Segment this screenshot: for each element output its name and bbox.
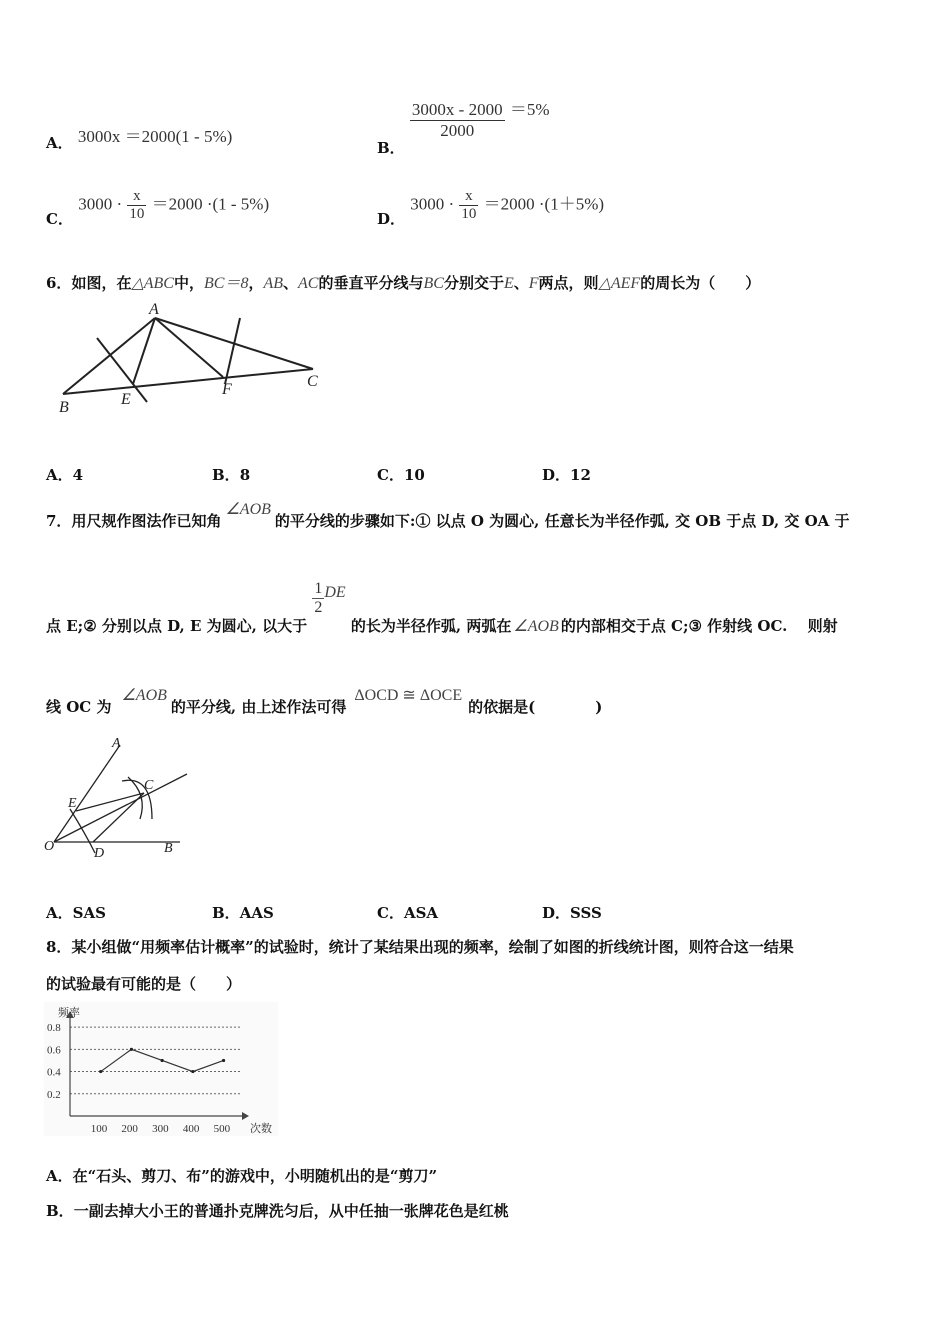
q7-line-3-text-a: 线 OC 为 <box>46 698 112 716</box>
q5-option-d-pre: 3000 · <box>410 194 455 214</box>
q6-label-a: A <box>149 301 159 318</box>
q5-option-d-rhs: ＝2000 ·(1＋5%) <box>483 194 605 214</box>
q6-option-c <box>377 464 425 485</box>
q6-math-bc: BC <box>423 275 444 292</box>
q6-text-7: 、 <box>513 274 529 292</box>
q6-math-ac: AC <box>298 275 319 292</box>
q6-option-c-label: C． <box>377 466 404 484</box>
q5-option-b-rhs: ＝5% <box>509 99 550 119</box>
q6-perpendicular-bisector-ac <box>225 318 240 384</box>
q7-line-2 <box>46 580 838 635</box>
q8-x-tick-400: 400 <box>182 1123 200 1135</box>
q7-label-o: O <box>44 839 55 854</box>
q7-option-a-text: SAS <box>72 904 106 922</box>
q5-option-a-expr: 3000x ＝2000(1 - 5%) <box>77 127 233 146</box>
q7-option-c-label: C． <box>377 904 404 922</box>
q5-option-c-denominator: 10 <box>129 206 145 222</box>
q8-y-tick-0.2: 0.2 <box>47 1088 61 1101</box>
q8-line-1-text: 某小组做“用频率估计概率”的试验时，统计了某结果出现的频率，绘制了如图的折线统计图，则符合这一结果 <box>71 938 794 956</box>
q7-line-1 <box>46 501 850 531</box>
q6-text-1: 如图，在 <box>71 274 132 292</box>
q7-angle-bisector-figure <box>40 735 200 865</box>
q5-option-b <box>377 99 550 157</box>
q6-text-8: 两点，则 <box>538 274 599 292</box>
q7-angle-aob-3: ∠AOB <box>121 687 167 704</box>
q6-option-b-label: B． <box>212 466 240 484</box>
q7-line-3 <box>46 687 603 717</box>
q8-x-tick-300: 300 <box>152 1123 169 1135</box>
q6-text-6: 分别交于 <box>443 274 504 292</box>
q7-label-d: D <box>94 846 105 861</box>
q8-line-1 <box>46 936 794 957</box>
q6-label-b: B <box>59 399 69 416</box>
q6-option-a <box>46 464 83 485</box>
q7-option-d-text: SSS <box>570 904 602 922</box>
q6-math-triangle-abc: △ABC <box>131 275 174 292</box>
q5-option-c-numerator: x <box>127 188 146 206</box>
q7-line-2-text-c: 的内部相交于点 C;③ 作射线 OC. 则射 <box>560 616 838 635</box>
q6-option-d <box>542 464 591 485</box>
q8-frequency-line-chart <box>44 1002 278 1136</box>
q8-option-a-label: A． <box>46 1167 73 1185</box>
q7-half-fraction <box>312 580 324 617</box>
q5-option-c <box>46 188 270 228</box>
q7-option-a-label: A． <box>46 904 73 922</box>
q8-option-a-text: 在“石头、剪刀、布”的游戏中，小明随机出的是“剪刀” <box>72 1167 438 1185</box>
q6-text-2: 中， <box>173 274 204 292</box>
q6-label-f: F <box>222 381 232 398</box>
q5-option-c-fraction <box>127 188 146 223</box>
q6-option-a-label: A． <box>46 466 73 484</box>
q7-number: 7． <box>46 512 72 530</box>
q6-math-f: F <box>528 275 539 292</box>
q6-label-c: C <box>307 373 318 390</box>
q6-option-d-text: 12 <box>570 466 591 484</box>
q6-option-d-label: D． <box>542 466 571 484</box>
q8-y-tick-0.8: 0.8 <box>47 1022 61 1035</box>
q5-option-b-label: B． <box>377 138 405 157</box>
q8-x-tick-200: 200 <box>121 1123 138 1135</box>
q6-number: 6． <box>46 274 72 292</box>
q8-x-tick-500: 500 <box>213 1123 231 1135</box>
q6-side-bc <box>63 369 313 394</box>
q7-label-c: C <box>144 778 154 793</box>
q8-option-b <box>46 1200 509 1221</box>
q8-point-400 <box>191 1070 194 1073</box>
q8-y-tick-0.4: 0.4 <box>47 1066 61 1079</box>
q8-option-b-label: B． <box>46 1202 74 1220</box>
q7-line-1-text-b: 的平分线的步骤如下:① 以点 O 为圆心, 任意长为半径作弧, 交 OB 于点 D, 交 OA 于 <box>274 512 850 530</box>
q5-option-d-numerator: x <box>459 188 478 206</box>
q5-option-c-label: C． <box>46 209 73 228</box>
q8-point-300 <box>161 1059 164 1062</box>
q7-option-a <box>46 902 106 923</box>
q8-line-2 <box>46 973 241 994</box>
q6-text-3: ， <box>248 274 264 292</box>
q6-option-c-text: 10 <box>403 466 425 484</box>
q8-number: 8． <box>46 938 72 956</box>
q5-option-d-denominator: 10 <box>461 206 477 222</box>
q7-option-d <box>542 902 602 923</box>
q8-point-100 <box>99 1070 102 1073</box>
q8-option-a <box>46 1165 437 1186</box>
q7-arc-center-o <box>70 809 95 853</box>
q5-option-b-denominator: 2000 <box>440 121 475 140</box>
q8-x-tick-100: 100 <box>90 1123 108 1135</box>
q7-ray-oa <box>54 745 120 842</box>
q6-option-b-text: 8 <box>239 466 251 484</box>
q5-option-d-fraction <box>459 188 478 223</box>
q7-option-b-text: AAS <box>239 904 274 922</box>
q6-math-triangle-aef: △AEF <box>598 275 641 292</box>
q6-triangle-figure <box>55 298 335 418</box>
q7-line-3-text-c: 的依据是( ) <box>468 698 603 716</box>
q6-text-5: 的垂直平分线与 <box>318 274 424 292</box>
q7-line-2-text-a: 点 E;② 分别以点 D, E 为圆心, 以大于 <box>46 616 308 635</box>
q7-line-2-text-b: 的长为半径作弧, 两弧在 <box>350 616 512 635</box>
q7-option-c-text: ASA <box>403 904 439 922</box>
q7-label-b: B <box>164 841 173 856</box>
q5-option-a-label: A． <box>46 134 73 152</box>
q5-option-d-label: D． <box>377 209 406 228</box>
q6-math-e: E <box>503 275 514 292</box>
q5-option-d <box>377 188 605 228</box>
q8-line-2-text: 的试验最有可能的是（ ） <box>46 975 242 993</box>
q6-stem <box>46 270 760 293</box>
q7-option-b-label: B． <box>212 904 240 922</box>
q7-angle-aob-2: ∠AOB <box>513 617 559 635</box>
q7-label-a: A <box>112 736 121 751</box>
q7-line-3-text-b: 的平分线, 由上述作法可得 <box>170 698 347 716</box>
q7-segment-de: DE <box>324 583 346 601</box>
q7-label-e: E <box>68 796 77 811</box>
q5-option-b-numerator: 3000x - 2000 <box>411 100 503 119</box>
q7-option-c <box>377 902 438 923</box>
q5-option-a <box>46 128 232 153</box>
q7-half-numerator: 1 <box>314 580 323 597</box>
q8-option-b-text: 一副去掉大小王的普通扑克牌洗匀后，从中任抽一张牌花色是红桃 <box>73 1202 509 1220</box>
q8-y-axis-label: 频率 <box>58 1007 80 1019</box>
q6-math-ab: AB <box>263 275 284 292</box>
q7-option-b <box>212 902 274 923</box>
q5-option-b-fraction <box>410 100 505 141</box>
q7-angle-aob-1: ∠AOB <box>225 501 271 518</box>
q6-text-9: 的周长为（ ） <box>640 274 761 292</box>
q7-congruence: ΔOCD ≅ ΔOCE <box>354 687 463 704</box>
q8-x-axis-label: 次数 <box>250 1123 272 1135</box>
q7-half-denominator: 2 <box>314 599 323 616</box>
q6-side-ab <box>63 318 155 394</box>
q8-y-tick-0.6: 0.6 <box>47 1044 61 1057</box>
q6-label-e: E <box>121 391 131 408</box>
q8-point-500 <box>222 1059 225 1062</box>
q7-line-1-text-a: 用尺规作图法作已知角 <box>71 512 222 530</box>
q6-math-bc-length: BC＝8 <box>204 275 249 292</box>
q6-segment-af <box>155 318 223 377</box>
q8-point-200 <box>130 1048 133 1051</box>
q6-text-4: 、 <box>283 274 299 292</box>
q7-option-d-label: D． <box>542 904 571 922</box>
q5-option-c-pre: 3000 · <box>78 194 123 214</box>
q6-option-b <box>212 464 250 485</box>
q6-option-a-text: 4 <box>72 466 84 484</box>
q5-option-c-rhs: ＝2000 ·(1 - 5%) <box>151 194 270 214</box>
